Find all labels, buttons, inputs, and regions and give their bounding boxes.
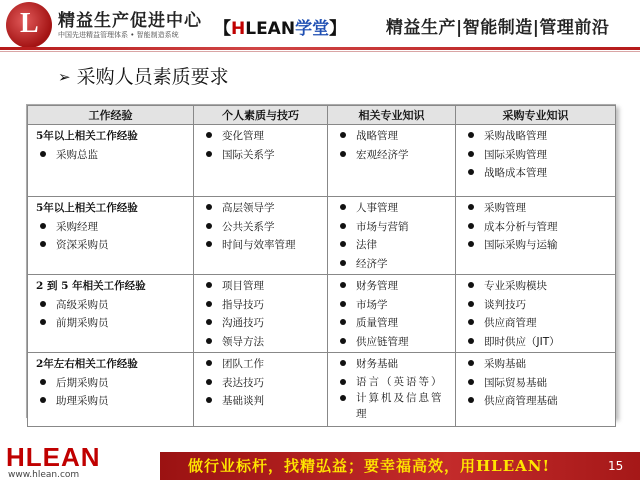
procurement-item-label: 供应商管理基础 [484,395,558,407]
procurement-item-label: 供应商管理 [484,317,537,329]
procurement-item-label: 国际贸易基础 [484,376,547,389]
bullet-icon [340,260,346,266]
experience-item [36,146,187,165]
skill-item [202,333,321,352]
procurement-item [464,277,609,296]
bullet-icon [468,132,474,138]
bullet-icon [206,223,212,229]
knowledge-item [336,236,449,255]
knowledge-item-label: 质量管理 [356,317,398,329]
skill-item-label: 高层领导学 [222,202,275,214]
skills-cell [194,353,328,427]
procurement-cell [456,125,616,197]
knowledge-item [336,390,449,422]
bullet-icon [340,319,346,325]
bullet-icon [468,151,474,157]
skill-item [202,127,321,146]
table-header-row [28,106,616,125]
experience-cell [28,353,194,427]
experience-item [36,296,187,315]
experience-item-label: 后期采购员 [56,376,109,389]
column-header: 工作经验 [28,106,194,125]
skill-item [202,146,321,165]
skill-item-label: 基础谈判 [222,395,264,407]
hlean-tag [214,14,346,39]
knowledge-item [336,314,449,333]
procurement-item [464,374,609,393]
bullet-icon [206,132,212,138]
bullet-icon [340,360,346,366]
table-row [28,353,616,427]
bullet-icon [340,379,346,385]
skill-item [202,277,321,296]
knowledge-item-label: 市场与营销 [356,220,409,233]
bullet-icon [468,338,474,344]
procurement-item [464,127,609,146]
table-body [28,125,616,427]
knowledge-cell [328,197,456,275]
skills-cell [194,125,328,197]
procurement-item-label: 即时供应（JIT） [484,335,560,348]
knowledge-item-label: 经济学 [356,257,388,270]
arrow-icon: ➢ [58,68,71,86]
experience-item [36,374,187,393]
knowledge-cell [328,353,456,427]
skills-cell [194,275,328,353]
experience-item-label: 高级采购员 [56,298,109,311]
procurement-item-label: 战略成本管理 [484,167,547,179]
experience-item-label: 资深采购员 [56,239,109,251]
knowledge-item-label: 战略管理 [356,130,398,142]
bullet-icon [206,151,212,157]
knowledge-item [336,355,449,374]
skill-item [202,199,321,218]
footer-logo-lean: LEAN [25,442,101,472]
footer-logo-h: H [6,442,26,472]
knowledge-item [336,127,449,146]
bullet-icon [468,169,474,175]
knowledge-item [336,255,449,274]
tag-open: 【 [214,19,231,39]
bullet-icon [40,241,46,247]
skill-item-label: 指导技巧 [222,298,264,311]
table-row [28,125,616,197]
column-header: 相关专业知识 [328,106,456,125]
skill-item-label: 变化管理 [222,130,264,142]
bullet-icon [340,132,346,138]
footer-logo [6,442,101,480]
skill-item [202,236,321,255]
knowledge-item [336,146,449,165]
column-header: 个人素质与技巧 [194,106,328,125]
procurement-item [464,146,609,165]
knowledge-cell [328,275,456,353]
experience-title: 2年左右相关工作经验 [36,358,138,370]
header-right-title: 精益生产|智能制造|管理前沿 [386,18,610,38]
experience-cell [28,275,194,353]
bullet-icon [340,301,346,307]
bullet-icon [206,282,212,288]
bullet-icon [206,241,212,247]
knowledge-item-label: 市场学 [356,298,388,311]
skill-item-label: 领导方法 [222,335,264,348]
logo-letter: L [20,8,39,39]
procurement-item-label: 采购战略管理 [484,130,547,142]
table-row [28,275,616,353]
experience-item-label: 助理采购员 [56,395,109,407]
skill-item-label: 公共关系学 [222,220,275,233]
knowledge-item-label: 宏观经济学 [356,148,409,161]
procurement-item [464,199,609,218]
bullet-icon [206,319,212,325]
section-title [58,62,229,89]
bullet-icon [40,397,46,403]
experience-title: 5年以上相关工作经验 [36,202,138,214]
knowledge-item [336,296,449,315]
procurement-item-label: 采购基础 [484,358,526,370]
procurement-item [464,333,609,352]
skill-item [202,392,321,411]
bullet-icon [206,397,212,403]
procurement-item [464,296,609,315]
bullet-icon [468,282,474,288]
tag-lean: LEAN [245,19,296,39]
knowledge-item-label: 财务管理 [356,280,398,292]
procurement-cell [456,275,616,353]
bullet-icon [340,282,346,288]
procurement-item [464,355,609,374]
bullet-icon [340,204,346,210]
skill-item [202,296,321,315]
procurement-item [464,314,609,333]
bullet-icon [40,319,46,325]
bullet-icon [40,301,46,307]
experience-item [36,236,187,255]
bullet-icon [340,241,346,247]
bullet-icon [206,204,212,210]
procurement-item-label: 谈判技巧 [484,298,526,311]
bullet-icon [468,397,474,403]
experience-title: 5年以上相关工作经验 [36,130,138,142]
procurement-item-label: 采购管理 [484,202,526,214]
requirements-table-container [26,104,616,418]
experience-item-label: 采购总监 [56,148,98,161]
header-divider-thin [0,51,640,52]
tag-h: H [231,19,246,39]
procurement-item-label: 国际采购管理 [484,148,547,161]
skill-item-label: 表达技巧 [222,376,264,389]
bullet-icon [340,395,346,401]
procurement-item [464,164,609,183]
skills-cell [194,197,328,275]
header-divider [0,47,640,50]
table-row [28,197,616,275]
knowledge-item-label: 法律 [356,239,377,251]
knowledge-item-label: 计算机及信息管理 [356,391,444,420]
bullet-icon [40,379,46,385]
bullet-icon [40,223,46,229]
knowledge-item [336,374,449,390]
experience-cell [28,125,194,197]
procurement-item-label: 专业采购模块 [484,280,547,292]
tag-cn: 学堂 [295,19,330,39]
bullet-icon [206,379,212,385]
bullet-icon [206,360,212,366]
requirements-table [27,105,616,427]
footer-slogan: 做行业标杆，找精弘益；要幸福高效，用HLEAN! [188,457,551,475]
brand-title: 精益生产促进中心 [58,11,202,31]
knowledge-item-label: 人事管理 [356,202,398,214]
page-number: 15 [608,459,624,473]
experience-item [36,392,187,411]
knowledge-item-label: 财务基础 [356,358,398,370]
procurement-cell [456,353,616,427]
experience-item-label: 前期采购员 [56,317,109,329]
bullet-icon [340,223,346,229]
skill-item-label: 团队工作 [222,358,264,370]
tag-close: 】 [329,19,347,39]
knowledge-item [336,277,449,296]
knowledge-item [336,218,449,237]
experience-item [36,218,187,237]
bullet-icon [468,301,474,307]
experience-item-label: 采购经理 [56,220,98,233]
bullet-icon [468,319,474,325]
procurement-item-label: 国际采购与运输 [484,239,558,251]
bullet-icon [468,204,474,210]
column-header: 采购专业知识 [456,106,616,125]
knowledge-item [336,333,449,352]
bullet-icon [468,360,474,366]
bullet-icon [206,301,212,307]
skill-item [202,355,321,374]
bullet-icon [40,151,46,157]
footer-url: www.hlean.com [8,470,80,480]
bullet-icon [468,241,474,247]
header [0,0,640,52]
bullet-icon [468,223,474,229]
bullet-icon [468,379,474,385]
skill-item-label: 国际关系学 [222,148,275,161]
bullet-icon [340,151,346,157]
brand-logo [6,2,52,48]
procurement-item [464,392,609,411]
skill-item-label: 时间与效率管理 [222,239,296,251]
procurement-cell [456,197,616,275]
experience-title: 2 到 5 年相关工作经验 [36,280,146,292]
bullet-icon [340,338,346,344]
bullet-icon [206,338,212,344]
knowledge-item-label: 语言（英语等） [356,375,444,388]
procurement-item [464,236,609,255]
skill-item [202,218,321,237]
knowledge-item-label: 供应链管理 [356,335,409,348]
procurement-item [464,218,609,237]
skill-item [202,314,321,333]
skill-item-label: 项目管理 [222,280,264,292]
skill-item-label: 沟通技巧 [222,317,264,329]
knowledge-cell [328,125,456,197]
knowledge-item [336,199,449,218]
section-title-text: 采购人员素质要求 [76,66,229,88]
skill-item [202,374,321,393]
brand-subtitle: 中国先进精益管理体系 • 智能制造系统 [58,31,179,39]
procurement-item-label: 成本分析与管理 [484,220,558,233]
experience-cell [28,197,194,275]
experience-item [36,314,187,333]
